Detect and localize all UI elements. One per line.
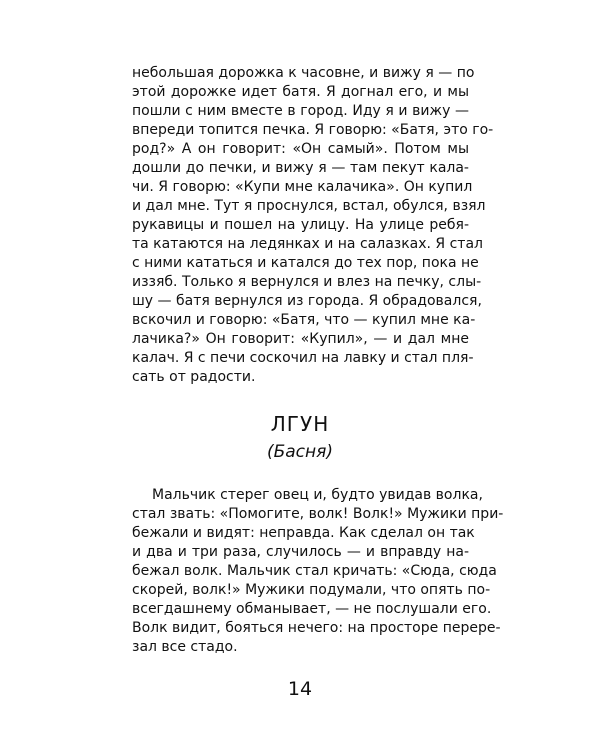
- text-line: чи. Я говорю: «Купи мне калачика». Он купил: [132, 179, 473, 195]
- fable-subtitle: (Басня): [266, 442, 334, 462]
- fable-title: ЛГУН: [270, 412, 330, 436]
- text-line: небольшая дорожка к часовне, и вижу я — по: [132, 65, 475, 81]
- text-line: зал все стадо.: [132, 639, 238, 655]
- text-line: вскочил и говорю: «Батя, что — купил мне ка-: [132, 312, 476, 328]
- text-line: Мальчик стерег овец и, будто увидав волка,: [152, 487, 483, 503]
- text-line: Волк видит, бояться нечего: на просторе перере-: [132, 620, 501, 636]
- text-line: и дал мне. Тут я проснулся, встал, обулся, взял: [132, 198, 486, 214]
- text-line: иззяб. Только я вернулся и влез на печку, слы-: [132, 274, 482, 290]
- text-line: стал звать: «Помогите, волк! Волк!» Мужики при-: [132, 506, 504, 522]
- text-line: и два и три раза, случилось — и вправду на-: [132, 544, 469, 560]
- text-line: бежали и видят: неправда. Как сделал он так: [132, 525, 475, 541]
- text-line: род?» А он говорит: «Он самый». Потом мы: [132, 141, 469, 157]
- text-line: бежал волк. Мальчик стал кричать: «Сюда, сюда: [132, 563, 497, 579]
- text-line: та катаются на ледянках и на салазках. Я стал: [132, 236, 483, 252]
- text-line: калач. Я с печи соскочил на лавку и стал пля-: [132, 350, 474, 366]
- text-line: этой дорожке идет батя. Я догнал его, и мы: [132, 84, 469, 100]
- text-line: с ними кататься и катался до тех пор, пока не: [132, 255, 479, 271]
- text-line: впереди топится печка. Я говорю: «Батя, это го-: [132, 122, 494, 138]
- text-line: скорей, волк!» Мужики подумали, что опять по-: [132, 582, 491, 598]
- page-number: 14: [287, 678, 313, 700]
- text-line: всегдашнему обманывает, — не послушали его.: [132, 601, 492, 617]
- text-line: пошли с ним вместе в город. Иду я и вижу —: [132, 103, 469, 119]
- text-line: сать от радости.: [132, 369, 256, 385]
- text-line: рукавицы и пошел на улицу. На улице ребя-: [132, 217, 469, 233]
- text-line: лачика?» Он говорит: «Купил», — и дал мне: [132, 331, 469, 347]
- text-line: шу — батя вернулся из города. Я обрадовался,: [132, 293, 482, 309]
- text-line: дошли до печки, и вижу я — там пекут кала-: [132, 160, 469, 176]
